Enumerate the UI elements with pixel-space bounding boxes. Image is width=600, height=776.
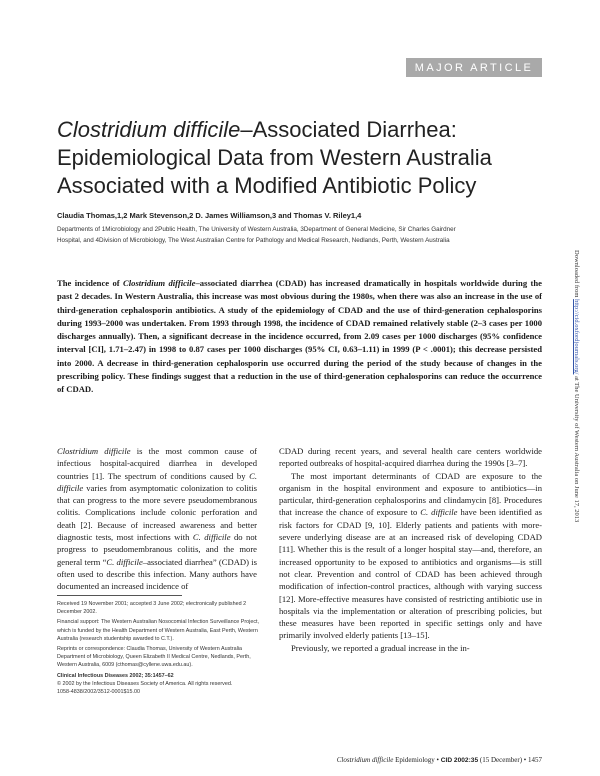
abstract: The incidence of Clostridium difficile–associated diarrhea (CDAD) has increased dramatically in hospitals worldwide during the past 2 decades. In Western Australia, this increase was most obvious during the 1980s, when there was also an increase in the use of third-generation cephalosporin antibiotics. A study of the epidemiology of CDAD and the use of third-generation cephalosporins during 1993–2000 was undertaken. From 1993 through 1998, the incidence of CDAD remained relatively stable (2–3 cases per 1000 discharges annually). Then, a significant decrease in the incidence occurred, from 2.09 cases per 1000 discharges (95% confidence interval [CI], 1.71–2.47) in 1998 to 0.87 cases per 1000 discharges (95% CI, 0.63–1.11) in 1999 (P < .0001); this decrease persisted into 2000. A decrease in third-generation cephalosporin use occurred during the period of the study because of changes in the prescribing policy. These findings suggest that a reduction in the use of third-generation cephalosporins can reduce the occurrence of CDAD.: [57, 278, 542, 395]
issn-note: 1058-4838/2002/3512-0001$15.00: [57, 689, 141, 696]
support-note: Financial support: The Western Australian Nosocomial Infection Surveillance Project, which is funded by the Health Department of Western Australia, East Perth, Western Australia (research studentship awarded to C.T.).: [57, 619, 260, 642]
paragraph-2: The most important determinants of CDAD are exposure to the organism in the hospital environment and exposure to antibiotics—in particular, third-generation cephalosporins and clindamycin [8]. Procedures that increase the chance of exposure to C. difficile have been identified as risk factors for CDAD [9, 10]. Elderly patients and patients with more-severe underlying disease are at an increased risk of developing CDAD [11]. Whether this is the result of a longer hospital stay—and, therefore, an increased opportunity to be exposed to antibiotics and organisms—is still not clear. Prevention and control of CDAD has been achieved through modification of infection-control practices, although with varying success [12]. More-effective measures have consisted of restricting antibiotic use in hospitals via the implementation or alteration of prescribing policies, but these measures have been reported in specific settings only and have primarily involved elderly patients [13–15].: [279, 470, 542, 641]
reprints-note: Reprints or correspondence: Claudia Thomas, University of Western Australia Department of Microbiology, Queen Elizabeth II Medical Centre, Nedlands, Perth, Western Australia, 6009 (cthomas@cyllene.uwa.edu.au).: [57, 646, 251, 669]
footnotes: [57, 600, 262, 696]
body-column-left: [57, 445, 257, 593]
journal-citation: Clinical Infectious Diseases 2002; 35:1457–62: [57, 672, 174, 679]
paragraph-3: Previously, we reported a gradual increase in the in-: [291, 642, 470, 653]
title-line-1: Clostridium difficile–Associated Diarrhea:: [57, 117, 457, 142]
download-stamp: Downloaded from http://cid.oxfordjournals.org/ at The University of Western Australia on June 17, 2013: [573, 250, 580, 523]
intro-paragraph: Clostridium difficile is the most common cause of infectious hospital-acquired diarrhea in developed countries [1]. The spectrum of conditions caused by C. difficile varies from asymptomatic colonization to colitis that can progress to the more severe pseudomembranous colitis. Complications include colonic perforation and death [2]. Because of increased awareness and better diagnostic tests, most infections with C. difficile do not progress to pseudomembranous colitis, and the more general term “C. difficile–associated diarrhea” (CDAD) is often used to describe this infection. Many authors have documented an increased incidence of: [57, 446, 258, 592]
article-title: [57, 116, 527, 200]
download-link[interactable]: http://cid.oxfordjournals.org/: [573, 299, 580, 375]
affiliations: Departments of 1Microbiology and 2Public Health, The University of Western Australia, 3Department of General Medicine, Sir Charles Gairdner Hospital, and 4Division of Microbiology, The West Australian Centre for Pathology and Medical Research, Nedlands, Perth, Western Australia: [57, 226, 456, 244]
received-note: Received 19 November 2001; accepted 3 June 2002; electronically published 2 December 2002.: [57, 601, 247, 616]
footnote-divider: [57, 595, 182, 596]
copyright-note: © 2002 by the Infectious Diseases Society of America. All rights reserved.: [57, 680, 233, 687]
author-list: Claudia Thomas,1,2 Mark Stevenson,2 D. James Williamson,3 and Thomas V. Riley1,4: [57, 211, 362, 220]
body-column-right: [279, 445, 542, 654]
title-line-3: Associated with a Modified Antibiotic Policy: [57, 173, 477, 198]
paragraph-1: CDAD during recent years, and several health care centers worldwide reported outbreaks of hospital-acquired diarrhea during the 1990s [3–7].: [279, 446, 542, 469]
article-type-badge: MAJOR ARTICLE: [406, 58, 542, 77]
page-footer: Clostridium difficile Epidemiology • CID 2002:35 (15 December) • 1457: [336, 756, 542, 764]
title-line-2: Epidemiological Data from Western Australia: [57, 145, 492, 170]
